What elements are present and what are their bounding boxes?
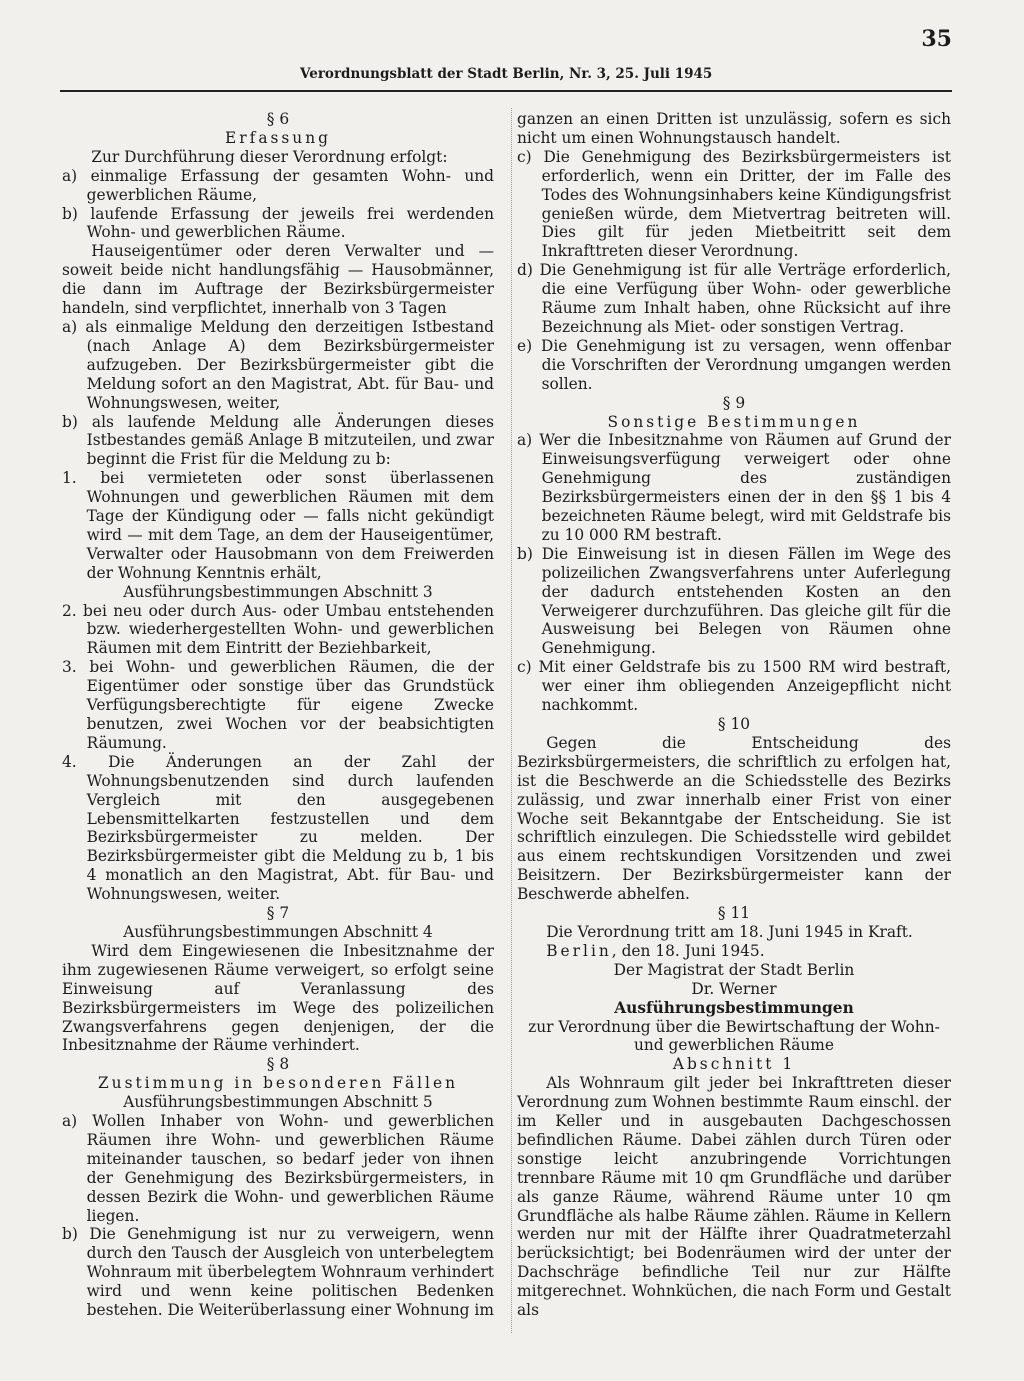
- section-6-case-1: 1. bei vermieteten oder sonst überlassenen Wohnungen und gewerblichen Räumen mit dem Tage der Kündigung oder — falls nicht gekündigt wird — mit dem Tage, an dem der Hauseigentümer, Verwalter oder Hausobmann von dem Freiwerden der Wohnung Kenntnis erhält,: [62, 469, 494, 582]
- section-8-item-a: a) Wollen Inhaber von Wohn- und gewerblichen Räumen ihre Wohn- und gewerblichen Räume miteinander tauschen, so bedarf jeder von ihnen der Genehmigung des Bezirksbürgermeisters, in dessen Bezirk die Wohn- und gewerblichen Räume liegen.: [62, 1112, 494, 1225]
- section-6-case-2: 2. bei neu oder durch Aus- oder Umbau entstehenden bzw. wiederhergestellten Wohn- und gewerblichen Räumen mit dem Eintritt der Beziehbarkeit,: [62, 601, 494, 658]
- section-6-duty-b: b) als laufende Meldung alle Änderungen dieses Istbestandes gemäß Anlage B mitzuteilen, und zwar beginnt die Frist für die Meldung zu b:: [62, 412, 494, 469]
- section-6-case-3: 3. bei Wohn- und gewerblichen Räumen, die der Eigentümer oder sonstige über das Grundstück Verfügungsberechtigte für eigene Zwecke benutzen, zwei Wochen vor der beabsichtigten Räumung.: [62, 658, 494, 752]
- section-8-item-b: b) Die Genehmigung ist nur zu verweigern, wenn durch den Tausch der Ausgleich von unterbelegtem Wohnraum mit überbelegtem Wohnraum verhindert wird und wenn keine politischen Bedenken bestehen. Die Weiterüberlassung einer Wohnung im: [62, 1225, 494, 1320]
- signature-place: Berlin: [546, 941, 612, 960]
- section-6-item-b: b) laufende Erfassung der jeweils frei werdenden Wohn- und gewerblichen Räume.: [62, 204, 494, 242]
- right-column: [517, 110, 951, 1320]
- section-9-item-b: b) Die Einweisung ist in diesen Fällen im Wege des polizeilichen Zwangsverfahrens unter Auferlegung der dadurch entstehenden Kosten an den Verweigerer durchzuführen. Das gleiche gilt für die Ausweisung bei Belegen von Räumen ohne Genehmigung.: [517, 544, 951, 658]
- left-column: [62, 110, 494, 1320]
- abschnitt-1-title: Abschnitt 1: [672, 1055, 796, 1074]
- section-6-duty-a: a) als einmalige Meldung den derzeitigen Istbestand (nach Anlage A) dem Bezirksbürgermeister aufzugeben. Der Bezirksbürgermeister gibt die Meldung sofort an den Magistrat, Abt. für Bau- und Wohnungswesen, weiter,: [62, 317, 494, 412]
- signature-date: , den 18. Juni 1945.: [611, 941, 765, 960]
- signature-date-line: [517, 942, 951, 961]
- header-rule: [60, 90, 952, 92]
- section-8-item-e: e) Die Genehmigung ist zu versagen, wenn offenbar die Vorschriften der Verordnung umgangen werden sollen.: [517, 336, 951, 393]
- section-7-number: § 7: [266, 904, 290, 923]
- section-10-number: § 10: [717, 715, 751, 733]
- abschnitt-1-text: Als Wohnraum gilt jeder bei Inkrafttreten dieser Verordnung zum Wohnen bestimmte Raum einschl. der im Keller und in ausgebauten Dachgeschossen befindlichen Räume. Dabei zählen durch Türen oder sonstige leicht anzubringende Vorrichtungen trennbare Räume mit 10 qm Grundfläche und darüber als ganze Räume, während Räume unter 10 qm Grundfläche als halbe Räume zählen. Räume in Kellern werden nur mit der Hälfte ihrer Quadratmeterzahl berücksichtigt; bei Bodenräumen wird der unter der Dachschräge befindliche Teil nur zur Hälfte mitgerechnet. Wohnküchen, die nach Form und Gestalt als: [517, 1074, 951, 1320]
- page-number: 35: [921, 26, 952, 52]
- section-10-text: Gegen die Entscheidung des Bezirksbürgermeisters, die schriftlich zu erfolgen hat, ist die Beschwerde an die Schiedsstelle des Bezirks zulässig, und zwar innerhalb einer Frist von einer Woche seit Bekanntgabe der Entscheidung. Sie ist schriftlich einzulegen. Die Schiedsstelle wird gebildet aus einem rechtskundigen Vorsitzenden und zwei Beisitzern. Der Bezirksbürgermeister kann der Beschwerde abhelfen.: [517, 733, 951, 904]
- section-11-text: Die Verordnung tritt am 18. Juni 1945 in Kraft.: [546, 922, 913, 941]
- section-6-item-a: a) einmalige Erfassung der gesamten Wohn- und gewerblichen Räume,: [62, 166, 494, 204]
- section-7-text: Wird dem Eingewiesenen die Inbesitznahme der ihm zugewiesenen Räume verweigert, so erfolgt seine Einweisung auf Veranlassung des Bezirksbürgermeisters im Wege des polizeilichen Zwangsverfahrens gegen denjenigen, der die Inbesitznahme der Räume verhindert.: [62, 941, 494, 1055]
- section-6-implementing-ref: Ausführungsbestimmungen Abschnitt 3: [123, 582, 433, 601]
- section-6-number: § 6: [266, 110, 290, 128]
- section-9-item-c: c) Mit einer Geldstrafe bis zu 1500 RM wird bestraft, wer einer ihm obliegenden Anzeigepflicht nicht nachkommt.: [517, 658, 951, 715]
- section-9-title: Sonstige Bestimmungen: [607, 412, 861, 431]
- section-8-number: § 8: [266, 1055, 290, 1074]
- signer-name: Dr. Werner: [691, 979, 777, 998]
- running-header: Verordnungsblatt der Stadt Berlin, Nr. 3, 25. Juli 1945: [300, 66, 713, 82]
- section-7-implementing-ref: Ausführungsbestimmungen Abschnitt 4: [123, 922, 433, 941]
- section-8-item-d: d) Die Genehmigung ist für alle Verträge erforderlich, die eine Verfügung über Wohn- oder gewerbliche Räume zum Inhalt haben, ohne Rücksicht auf ihre Bezeichnung als Miet- oder sonstigen Vertrag.: [517, 261, 951, 336]
- section-6-case-4: 4. Die Änderungen an der Zahl der Wohnungsbenutzenden sind durch laufenden Vergleich mit den ausgegebenen Lebensmittelkarten festzustellen und dem Bezirksbürgermeister zu melden. Der Bezirksbürgermeister gibt die Meldung zu b, 1 bis 4 monatlich an den Magistrat, Abt. für Bau- und Wohnungswesen, weiter.: [62, 752, 494, 904]
- section-9-number: § 9: [722, 393, 746, 412]
- signer-organization: Der Magistrat der Stadt Berlin: [613, 960, 855, 979]
- section-11-number: § 11: [717, 904, 751, 923]
- section-9-item-a: a) Wer die Inbesitznahme von Räumen auf Grund der Einweisungsverfügung verweigert oder ohne Genehmigung des zuständigen Bezirksbürgermeisters einen der in den §§ 1 bis 4 bezeichneten Räume belegt, wird mit Geldstrafe bis zu 10 000 RM bestraft.: [517, 431, 951, 544]
- section-8-item-b-continued: ganzen an einen Dritten ist unzulässig, sofern es sich nicht um einen Wohnungstausch handelt.: [517, 110, 951, 147]
- section-8-item-c: c) Die Genehmigung des Bezirksbürgermeisters ist erforderlich, wenn ein Dritter, der im Falle des Todes des Wohnungsinhabers keine Kündigungsfrist genießen würde, dem Mietvertrag beitreten will. Dies gilt für jeden Mietbeitritt seit dem Inkrafttreten dieser Verordnung.: [517, 147, 951, 261]
- section-8-implementing-ref: Ausführungsbestimmungen Abschnitt 5: [123, 1093, 433, 1112]
- column-divider: [511, 108, 512, 1333]
- section-6-title: Erfassung: [225, 128, 331, 147]
- implementing-rules-title: Ausführungsbestimmungen: [614, 998, 854, 1017]
- section-6-paragraph: Hauseigentümer oder deren Verwalter und — soweit beide nicht handlungsfähig — Hausobmänner, die dann im Auftrage der Bezirksbürgermeister handeln, sind verpflichtet, innerhalb von 3 Tagen: [62, 242, 494, 318]
- section-8-title: Zustimmung in besonderen Fällen: [97, 1074, 459, 1093]
- section-6-intro: Zur Durchführung dieser Verordnung erfolgt:: [91, 147, 448, 166]
- implementing-rules-subtitle: zur Verordnung über die Bewirtschaftung der Wohn- und gewerblichen Räume: [528, 1017, 940, 1055]
